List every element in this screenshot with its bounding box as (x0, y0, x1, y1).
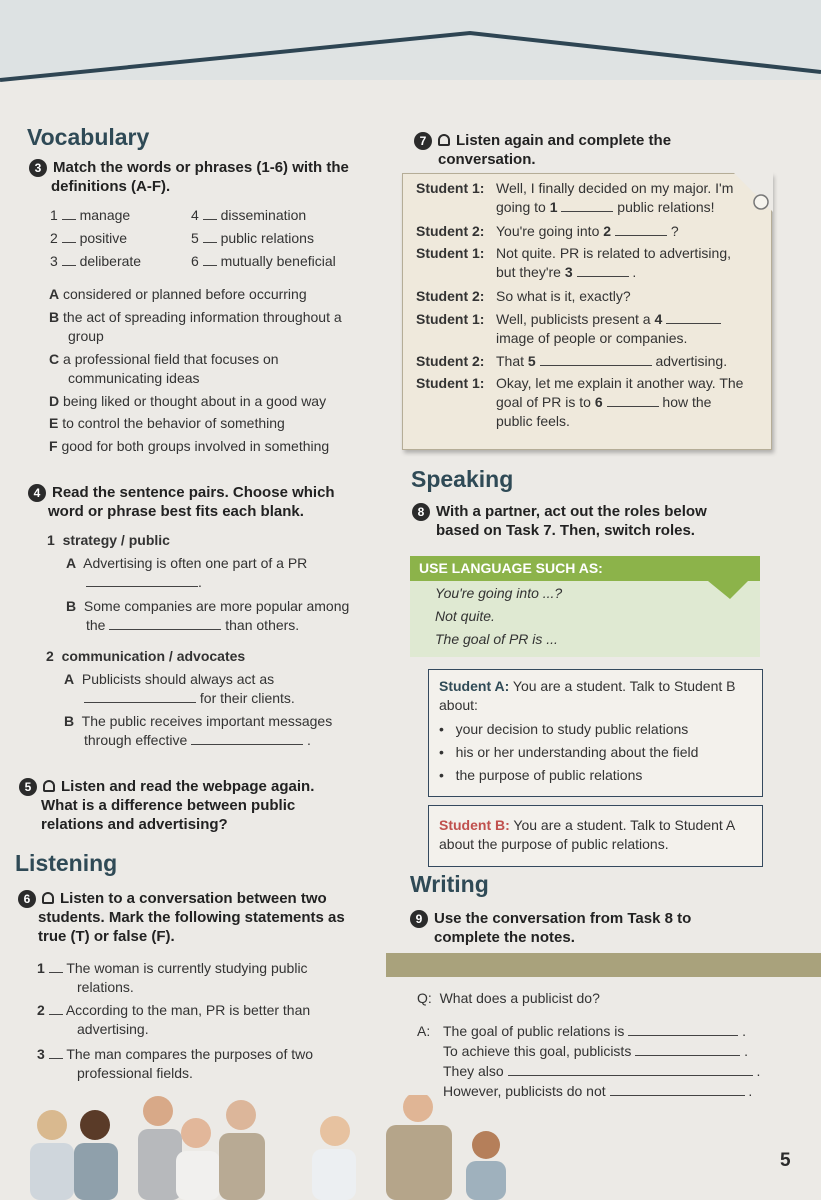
person-silhouette (466, 1131, 506, 1200)
vocabulary-heading: Vocabulary (27, 124, 150, 150)
student-a-card (428, 669, 763, 797)
sentence-2b: B The public receives important messages through effective . (64, 713, 333, 748)
definition-item: A considered or planned before occurring (49, 286, 307, 302)
use-language-title: USE LANGUAGE SUCH AS: (410, 556, 760, 581)
student-b-card (428, 805, 763, 867)
task-number-badge: 5 (19, 778, 37, 796)
sentence-2a: A Publicists should always act as for their clients. (64, 671, 295, 706)
callout-arrow-icon (708, 581, 748, 601)
pair-2-title: 2 communication / advocates (46, 648, 246, 664)
task-number-badge: 3 (29, 159, 47, 177)
task-number-badge: 7 (414, 132, 432, 150)
tag-hole-icon (733, 172, 773, 212)
speaking-heading: Speaking (411, 466, 514, 492)
use-language-box (410, 556, 760, 657)
notes-header-bar (386, 953, 821, 977)
bullet-item: • the purpose of public relations (439, 767, 643, 783)
listening-heading: Listening (15, 850, 118, 876)
speaker-label: Student 1: (416, 245, 485, 261)
phrase: The goal of PR is ... (435, 631, 558, 647)
phrase: Not quite. (435, 608, 495, 624)
task-number-badge: 8 (412, 503, 430, 521)
line-text: That 5 advertising. (496, 353, 728, 369)
speaker-label: Student 2: (416, 288, 485, 304)
answer-line: They also . (443, 1063, 761, 1079)
header-line (0, 0, 821, 90)
word-item: 1 manage (50, 207, 131, 223)
bullet-item: • his or her understanding about the field (439, 744, 699, 760)
person-silhouette (30, 1110, 74, 1200)
person-silhouette (312, 1116, 356, 1200)
definition-item: D being liked or thought about in a good way (49, 393, 327, 409)
task-number-badge: 4 (28, 484, 46, 502)
headphones-icon (43, 780, 55, 792)
notes-question: Q: What does a publicist do? (417, 990, 600, 1006)
task-4-instruction: 4 Read the sentence pairs. Choose which word or phrase best fits each blank. (28, 483, 335, 521)
line-text: You're going into 2 ? (496, 223, 679, 239)
speaker-label: Student 2: (416, 353, 485, 369)
tf-item: 2 According to the man, PR is better than advertising. (37, 1002, 311, 1037)
task-8-instruction: 8 With a partner, act out the roles below based on Task 7. Then, switch roles. (412, 502, 707, 540)
speaker-label: Student 1: (416, 180, 485, 196)
phrase: You're going into ...? (435, 585, 563, 601)
student-a-text: Student A: You are a student. Talk to Student B about: (439, 678, 736, 713)
person-silhouette (219, 1100, 265, 1200)
word-item: 2 positive (50, 230, 128, 246)
word-item: 3 deliberate (50, 253, 142, 269)
task-5-instruction: 5 Listen and read the webpage again. What is a difference between public relations and advertising? (19, 777, 314, 834)
task-number-badge: 9 (410, 910, 428, 928)
group-photo (0, 1095, 540, 1200)
definition-item: F good for both groups involved in something (49, 438, 330, 454)
answer-line: However, publicists do not . (443, 1083, 753, 1099)
answer-line: To achieve this goal, publicists . (443, 1043, 748, 1059)
tf-item: 1 The woman is currently studying public relations. (37, 960, 308, 995)
sentence-1a: A Advertising is often one part of a PR . (66, 555, 308, 590)
person-silhouette (386, 1095, 452, 1200)
line-text: Well, publicists present a 4 image of people or companies. (496, 310, 721, 348)
page-number: 5 (780, 1150, 791, 1171)
speaker-label: Student 2: (416, 223, 485, 239)
tf-item: 3 The man compares the purposes of two professional fields. (37, 1046, 314, 1081)
speaker-label: Student 1: (416, 311, 485, 327)
headphones-icon (438, 134, 450, 146)
student-b-text: Student B: You are a student. Talk to Student A about the purpose of public relations. (439, 817, 736, 852)
task-number-badge: 6 (18, 890, 36, 908)
word-item: 4 dissemination (191, 207, 307, 223)
word-item: 6 mutually beneficial (191, 253, 336, 269)
task-9-instruction: 9 Use the conversation from Task 8 to complete the notes. (410, 909, 691, 947)
bullet-item: • your decision to study public relations (439, 721, 689, 737)
definition-item: C a professional field that focuses on communicating ideas (49, 351, 279, 386)
task-6-instruction: 6 Listen to a conversation between two students. Mark the following statements as true (T) or false (F). (18, 889, 345, 946)
writing-heading: Writing (410, 871, 489, 897)
pair-1-title: 1 strategy / public (47, 532, 170, 548)
task-3-instruction: 3 Match the words or phrases (1-6) with the definitions (A-F). (29, 158, 349, 196)
task-7-instruction: 7 Listen again and complete the conversation. (414, 131, 671, 169)
headphones-icon (42, 892, 54, 904)
answer-label: A: (417, 1023, 431, 1039)
line-text: Not quite. PR is related to advertising, but they're 3 . (496, 245, 732, 280)
line-text: Well, I finally decided on my major. I'm going to 1 public relations! (496, 180, 734, 215)
person-silhouette (176, 1118, 220, 1200)
sentence-1b: B Some companies are more popular among the than others. (66, 598, 350, 633)
definition-item: E to control the behavior of something (49, 415, 285, 431)
person-silhouette (138, 1096, 182, 1200)
speaker-label: Student 1: (416, 375, 485, 391)
definition-item: B the act of spreading information throughout a group (49, 309, 342, 344)
answer-line: The goal of public relations is . (443, 1023, 746, 1039)
word-item: 5 public relations (191, 230, 314, 246)
line-text: Okay, let me explain it another way. The goal of PR is to 6 how the public feels. (496, 375, 744, 429)
line-text: So what is it, exactly? (496, 288, 631, 304)
person-silhouette (74, 1110, 118, 1200)
